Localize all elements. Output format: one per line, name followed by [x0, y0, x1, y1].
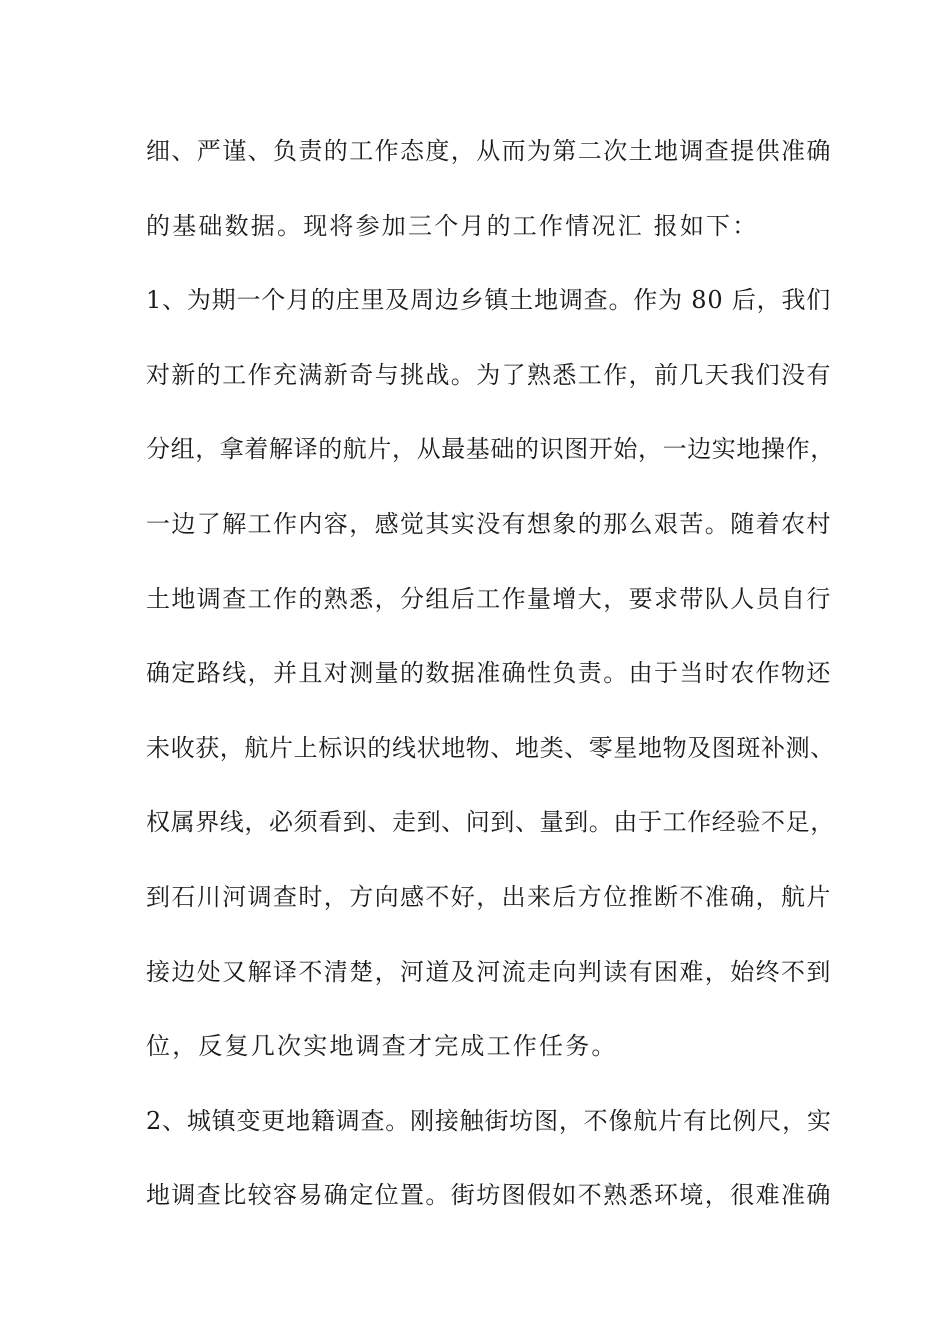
- text-line: 的基础数据。现将参加三个月的工作情况汇 报如下：: [146, 211, 759, 240]
- text-line: 分组，拿着解译的航片，从最基础的识图开始，一边实地操作，: [146, 435, 835, 464]
- text-line: 一边了解工作内容，感觉其实没有想象的那么艰苦。随着农村: [146, 509, 832, 538]
- text-line: 到石川河调查时，方向感不好，出来后方位推断不准确，航片: [146, 882, 832, 911]
- text-line: 确定路线，并且对测量的数据准确性负责。由于当时农作物还: [146, 659, 832, 688]
- body-text: [146, 128, 836, 1247]
- text-line: 未收获，航片上标识的线状地物、地类、零星地物及图斑补测、: [146, 733, 835, 762]
- text-line: 1、为期一个月的庄里及周边乡镇土地调查。作为 80 后，我们: [146, 286, 832, 315]
- text-line: 2、城镇变更地籍调查。刚接触街坊图，不像航片有比例尺，实: [146, 1106, 832, 1135]
- text-line: 接边处又解译不清楚，河道及河流走向判读有困难，始终不到: [146, 957, 832, 986]
- text-line: 细、严谨、负责的工作态度，从而为第二次土地调查提供准确: [146, 137, 832, 165]
- text-line: 地调查比较容易确定位置。街坊图假如不熟悉环境，很难准确: [146, 1181, 832, 1210]
- text-line: 对新的工作充满新奇与挑战。为了熟悉工作，前几天我们没有: [146, 360, 832, 389]
- text-line: 土地调查工作的熟悉，分组后工作量增大，要求带队人员自行: [146, 584, 832, 613]
- text-line: 位，反复几次实地调查才完成工作任务。: [146, 1032, 618, 1061]
- text-line: 权属界线，必须看到、走到、问到、量到。由于工作经验不足，: [146, 808, 835, 837]
